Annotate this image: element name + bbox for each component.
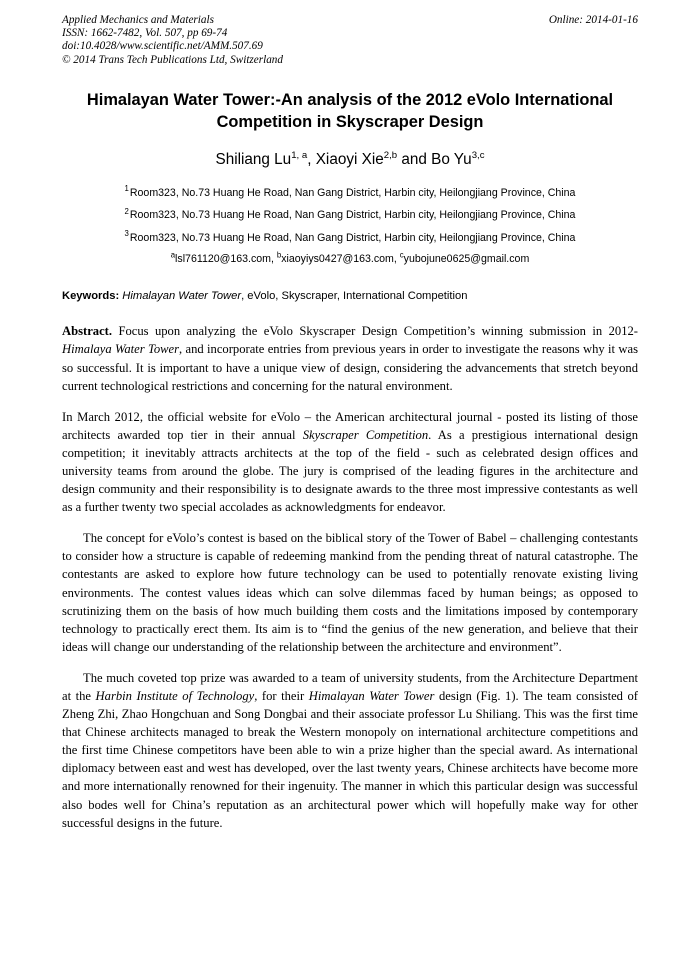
- journal-copyright: © 2014 Trans Tech Publications Ltd, Switzerland: [62, 53, 283, 66]
- paragraph-2-text-part-1: In March 2012, the official website for eVolo – the American architectural journal - posted its listing of those architects awarded top tier in their annual: [62, 409, 638, 442]
- email-marker-a: a: [170, 250, 176, 260]
- affiliation-list: [62, 182, 638, 250]
- online-publication-date: Online: 2014-01-16: [548, 14, 638, 26]
- email-address-b[interactable]: xiaoyiys0427@163.com,: [281, 253, 400, 266]
- paragraph-4-text-part-2: , for their: [254, 689, 309, 703]
- paragraph-4-text-part-3: design (Fig. 1). The team consisted of Zheng Zhi, Zhao Hongchuan and Song Dongbai and their associate professor Lu Shiliang. This was the first time that Chinese architects managed to break the Western monopoly on international architecture competitions and the first time Chinese competitors have been able to win a prize higher than the special award. As international diplomacy between east and west has developed, over the last twenty years, Chinese architects have become more and more internationally renowned for their ingenuity. The manner in which this particular design was successful also bodes well for China’s reputation as an architectural power which will hopefully make way for other successful designs in the future.: [62, 689, 638, 830]
- affiliation-3: [62, 227, 638, 250]
- paragraph-2-italic-term-1: Skyscraper Competition: [302, 427, 429, 442]
- journal-doi: doi:10.4028/www.scientific.net/AMM.507.69: [62, 40, 263, 53]
- article-body: [62, 322, 638, 831]
- affiliation-marker-2: 2: [124, 206, 129, 216]
- author-affiliation-marker-1: 1, a: [291, 149, 308, 161]
- author-affiliation-marker-2: 2,b: [383, 149, 398, 161]
- author-name-3: Bo Yu: [431, 150, 472, 168]
- author-list: [62, 150, 638, 170]
- author-name-1: Shiliang Lu: [215, 150, 292, 168]
- paragraph-4-italic-term-1: Harbin Institute of Technology: [95, 689, 255, 703]
- body-paragraph-4: [62, 669, 638, 832]
- affiliation-2: [62, 204, 638, 227]
- author-affiliation-marker-3: 3,c: [471, 149, 485, 161]
- email-marker-c: c: [399, 250, 404, 260]
- email-address-c[interactable]: yubojune0625@gmail.com: [403, 253, 530, 266]
- journal-header: [62, 14, 638, 67]
- abstract-italic-term-1: Himalaya Water Tower: [62, 342, 180, 357]
- abstract-text-part-2: , and incorporate entries from previous years in order to investigate the reasons why it was so successful. It is important to have a unique view of design, considering the advancements that stretch beyond current technological restrictions and concerning for the natural environment.: [62, 342, 638, 393]
- paragraph-2-text-part-2: . As a prestigious international design competition; it inevitably attracts architects at the top of the field - such as celebrated design offices and university teams from around the globe. The jury is comprised of the leading figures in the architecture and design community and their responsibility is to designate awards to the three most impressive contestants as well as a further twenty two special accolades as acknowledgments for endeavor.: [62, 427, 639, 515]
- abstract-text-part-1: Focus upon analyzing the eVolo Skyscraper Design Competition’s winning submission in 2012-: [112, 324, 638, 339]
- keywords-primary-term: Himalayan Water Tower: [119, 290, 242, 303]
- body-paragraph-3: The concept for eVolo’s contest is based on the biblical story of the Tower of Babel – challenging contestants to consider how a structure is capable of redeeming mankind from the pending threat of natural catastrophe. The contestants are asked to explore how future technology can be used to potentially renovate existing living environments. The contest values ideas which can solve dilemmas faced by human beings; as opposed to scrutinizing them on the basis of how much building them costs and the limitations imposed by contemporary technology to practically erect them. Its aim is to “find the genius of the new generation, and believe that their ideas will change our understanding of the relationship between the architecture and environment”.: [62, 531, 638, 654]
- abstract-label: Abstract.: [62, 324, 113, 339]
- page-title: Himalayan Water Tower:-An analysis of the 2012 eVolo International Competition in Skyscraper Design: [86, 90, 614, 131]
- journal-issn-volume: ISSN: 1662-7482, Vol. 507, pp 69-74: [62, 27, 228, 40]
- body-paragraph-2: [62, 408, 638, 517]
- affiliation-marker-3: 3: [124, 229, 129, 239]
- affiliation-text-2: Room323, No.73 Huang He Road, Nan Gang District, Harbin city, Heilongjiang Province, China: [129, 209, 576, 222]
- author-emails: [62, 251, 638, 267]
- affiliation-marker-1: 1: [124, 184, 129, 194]
- keywords-remaining-terms: , eVolo, Skyscraper, International Competition: [241, 290, 468, 303]
- affiliation-text-1: Room323, No.73 Huang He Road, Nan Gang District, Harbin city, Heilongjiang Province, China: [129, 186, 576, 199]
- keywords-line: [62, 289, 638, 304]
- affiliation-1: [62, 182, 638, 205]
- journal-name: Applied Mechanics and Materials: [62, 14, 214, 26]
- keywords-label: Keywords:: [62, 290, 120, 303]
- affiliation-text-3: Room323, No.73 Huang He Road, Nan Gang District, Harbin city, Heilongjiang Province, China: [129, 231, 576, 244]
- email-address-a[interactable]: lsl761120@163.com,: [175, 253, 277, 266]
- author-separator-2: and: [397, 150, 432, 168]
- abstract-paragraph: [62, 322, 638, 394]
- email-marker-b: b: [276, 250, 282, 260]
- author-separator-1: ,: [307, 150, 316, 168]
- author-name-2: Xiaoyi Xie: [315, 150, 384, 168]
- paragraph-4-text-part-1: The much coveted top prize was awarded to a team of university students, from the Architecture Department at the: [62, 670, 638, 703]
- paragraph-4-italic-term-2: Himalayan Water Tower: [308, 689, 435, 703]
